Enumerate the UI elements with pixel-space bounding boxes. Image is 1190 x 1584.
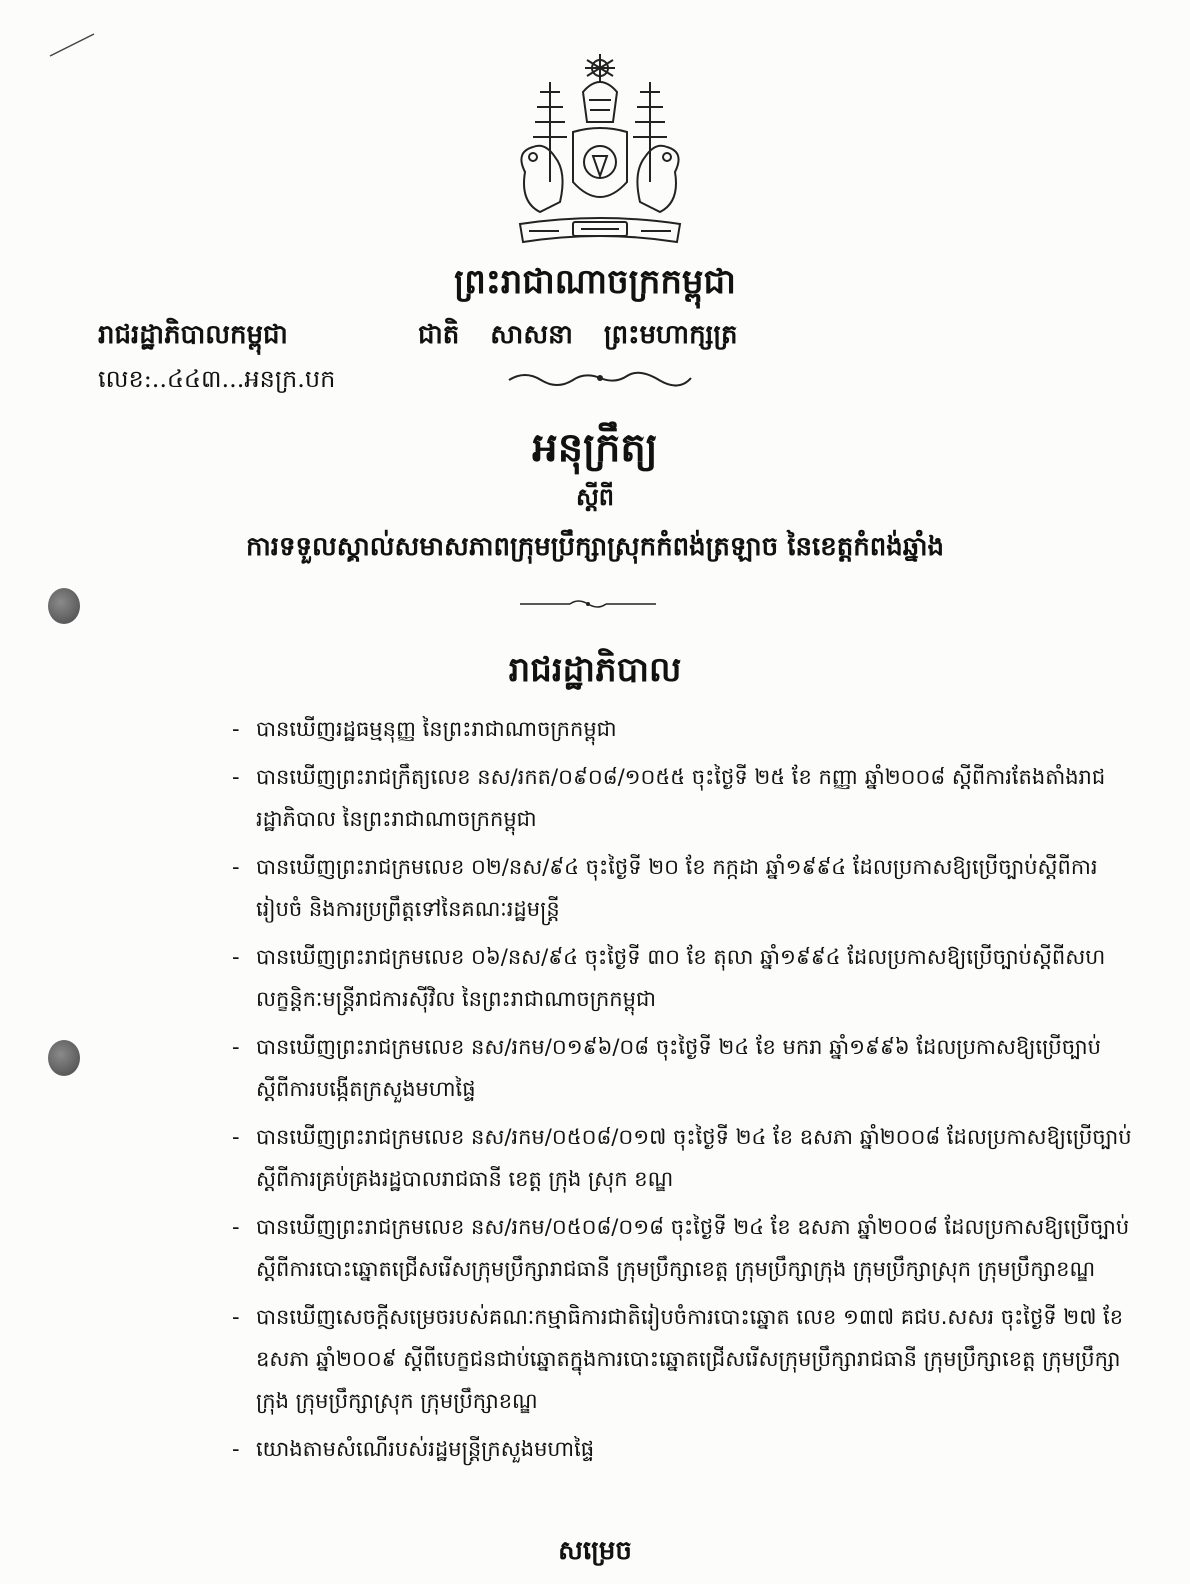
citation-item (232, 1116, 1132, 1200)
motto-ornament (505, 368, 695, 388)
bullet-dash: - (232, 1035, 240, 1059)
bullet-dash: - (232, 945, 240, 969)
government-label: រាជរដ្ឋាភិបាលកម្ពុជា (98, 320, 288, 350)
punch-hole (48, 588, 80, 624)
about-label: ស្តីពី (575, 482, 615, 511)
citation-text: បានឃើញព្រះរាជក្រមលេខ ០២/នស/៩៤ ចុះថ្ងៃទី ២០ ខែ កក្កដា ឆ្នាំ១៩៩៤ ដែលប្រកាសឱ្យប្រើច្បាប់ស្តីពីការរៀបចំ និងការប្រព្រឹត្តទៅនៃគណៈរដ្ឋមន្ត្រី (256, 855, 1098, 921)
bullet-dash: - (232, 765, 240, 789)
citation-text: បានឃើញរដ្ឋធម្មនុញ្ញ នៃព្រះរាជាណាចក្រកម្ពុជា (256, 717, 617, 741)
citation-item (232, 936, 1132, 1020)
punch-hole (48, 1040, 80, 1076)
citation-item (232, 846, 1132, 930)
decision-heading: សម្រេច (558, 1536, 632, 1566)
kingdom-title: ព្រះរាជាណាចក្រកម្ពុជា (454, 262, 736, 302)
citation-item (232, 1296, 1132, 1422)
citation-item (232, 1026, 1132, 1110)
citation-text: បានឃើញព្រះរាជក្រមលេខ នស/រកម/០១៩៦/០៨ ចុះថ្ងៃទី ២៤ ខែ មករា ឆ្នាំ១៩៩៦ ដែលប្រកាសឱ្យប្រើច្បាប់ស្តីពីការបង្កើតក្រសួងមហាផ្ទៃ (256, 1035, 1101, 1101)
document-number: លេខ:..៤៤៣...អនក្រ.បក (98, 365, 336, 393)
citation-text: បានឃើញព្រះរាជក្រមលេខ នស/រកម/០៥០៨/០១៧ ចុះថ្ងៃទី ២៤ ខែ ឧសភា ឆ្នាំ២០០៨ ដែលប្រកាសឱ្យប្រើច្បាប់ស្តីពីការគ្រប់គ្រងរដ្ឋបាលរាជធានី ខេត្ត ក្រុង ស្រុក ខណ្ឌ (256, 1125, 1132, 1191)
document-subject: ការទទួលស្គាល់សមាសភាពក្រុមប្រឹក្សាស្រុកកំពង់ត្រឡាច នៃខេត្តកំពង់ឆ្នាំង (245, 532, 945, 562)
citation-item (232, 756, 1132, 840)
citation-item (232, 1428, 1132, 1470)
citation-item (232, 1206, 1132, 1290)
bullet-dash: - (232, 1437, 240, 1461)
pen-mark (48, 30, 98, 60)
citation-text: យោងតាមសំណើរបស់រដ្ឋមន្ត្រីក្រសួងមហាផ្ទៃ (256, 1437, 595, 1461)
issuer-heading: រាជរដ្ឋាភិបាល (508, 650, 682, 690)
national-motto: ជាតិ សាសនា ព្រះមហាក្សត្រ (418, 320, 738, 350)
citation-text: បានឃើញសេចក្តីសម្រេចរបស់គណៈកម្មាធិការជាតិរៀបចំការបោះឆ្នោត លេខ ១៣៧ គជប.សសរ ចុះថ្ងៃទី ២៧ ខែ ឧសភា ឆ្នាំ២០០៩ ស្តីពីបេក្ខជនជាប់ឆ្នោតក្នុងការបោះឆ្នោតជ្រើសរើសក្រុមប្រឹក្សារាជធានី ក្រុមប្រឹក្សាខេត្ត ក្រុមប្រឹក្សាក្រុង ក្រុមប្រឹក្សាស្រុក ក្រុមប្រឹក្សាខណ្ឌ (256, 1305, 1124, 1413)
citation-text: បានឃើញព្រះរាជក្រឹត្យលេខ នស/រកត/០៩០៨/១០៥៥ ចុះថ្ងៃទី ២៥ ខែ កញ្ញា ឆ្នាំ២០០៨ ស្តីពីការតែងតាំងរាជរដ្ឋាភិបាល នៃព្រះរាជាណាចក្រកម្ពុជា (256, 765, 1106, 831)
citation-text: បានឃើញព្រះរាជក្រមលេខ ០៦/នស/៩៤ ចុះថ្ងៃទី ៣០ ខែ តុលា ឆ្នាំ១៩៩៤ ដែលប្រកាសឱ្យប្រើច្បាប់ស្តីពីសហលក្ខន្តិកៈមន្ត្រីរាជការស៊ីវិល នៃព្រះរាជាណាចក្រកម្ពុជា (256, 945, 1106, 1011)
royal-emblem (505, 52, 695, 247)
bullet-dash: - (232, 1125, 240, 1149)
bullet-dash: - (232, 717, 240, 741)
bullet-dash: - (232, 855, 240, 879)
bullet-dash: - (232, 1305, 240, 1329)
document-type: អនុក្រឹត្យ (532, 424, 658, 471)
citation-text: បានឃើញព្រះរាជក្រមលេខ នស/រកម/០៥០៨/០១៨ ចុះថ្ងៃទី ២៤ ខែ ឧសភា ឆ្នាំ២០០៨ ដែលប្រកាសឱ្យប្រើច្បាប់ស្តីពីការបោះឆ្នោតជ្រើសរើសក្រុមប្រឹក្សារាជធានី ក្រុមប្រឹក្សាខេត្ត ក្រុមប្រឹក្សាក្រុង ក្រុមប្រឹក្សាស្រុក ក្រុមប្រឹក្សាខណ្ឌ (256, 1215, 1130, 1281)
citation-item (232, 708, 1132, 750)
bullet-dash: - (232, 1215, 240, 1239)
citations-list (232, 708, 1132, 1476)
subject-divider (520, 596, 656, 612)
